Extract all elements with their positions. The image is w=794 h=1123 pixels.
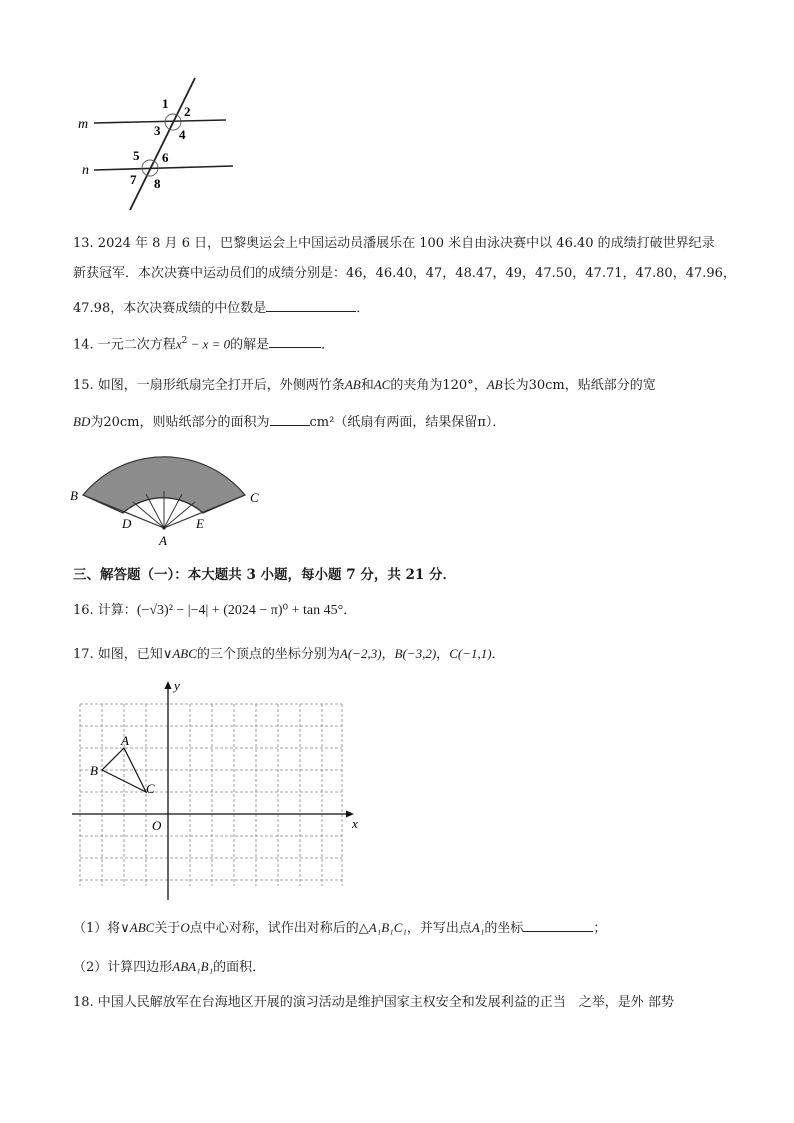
q17-coord-b: B(−3,2)	[394, 646, 437, 661]
q17-sub1-text-e: 的坐标	[484, 921, 524, 936]
fan-label-c: C	[250, 490, 259, 505]
fan-label-d: D	[122, 516, 132, 531]
q14-text: 14. 一元二次方程	[73, 337, 176, 353]
q17-sub2-text-b: 的面积．	[213, 960, 266, 975]
q17-sub1-text-b: 关于	[154, 921, 181, 936]
q17-sub1-answer-blank[interactable]	[523, 917, 593, 932]
grid-lines	[80, 704, 342, 886]
angle-4: 4	[179, 127, 186, 142]
q15-text-a: 15. 如图，一扇形纸扇完全打开后，外侧两竹条	[73, 378, 345, 393]
q14-eq-x: x	[175, 336, 182, 352]
q15-text-d: 长为	[502, 378, 529, 393]
q15-bd: BD	[73, 414, 91, 429]
q17-triangle: ∨ABC	[162, 646, 197, 661]
q15-angle: 120°	[442, 378, 474, 393]
q17-end: ．	[491, 647, 505, 662]
q17-coord-a: A(−2,3)	[339, 646, 382, 661]
label-n: n	[82, 163, 89, 178]
q17-sub1	[73, 917, 606, 938]
q15-ab: AB	[344, 377, 361, 392]
q15-answer-blank[interactable]	[270, 411, 310, 426]
q13-answer-blank[interactable]	[266, 297, 356, 312]
q17-text-a: 17. 如图，已知	[73, 647, 163, 662]
q15-line1	[73, 376, 656, 395]
angle-5: 5	[133, 148, 140, 163]
q14	[73, 332, 334, 354]
q15-text-f: 为	[90, 415, 104, 430]
q15-line2	[73, 411, 505, 432]
x-axis-label: x	[352, 816, 358, 831]
coordinate-grid-figure	[66, 672, 366, 907]
q17-sub1-triangle: ∨ABC	[120, 920, 155, 935]
rib	[146, 494, 164, 528]
angle-3: 3	[154, 123, 161, 138]
line-n	[94, 166, 233, 170]
q17-sub1-a1: A₁	[471, 920, 485, 935]
q17-coord-c: C(−1,1)	[449, 646, 492, 661]
q17-sub2	[73, 958, 265, 977]
fan-label-b: B	[70, 488, 78, 503]
angle-8: 8	[154, 176, 161, 191]
q15-text-b: 的夹角为	[390, 378, 443, 393]
rib	[164, 502, 195, 528]
pivot-a	[162, 526, 165, 529]
q15-unit: cm²	[309, 415, 335, 430]
angle-7: 7	[130, 172, 137, 187]
q15-text-e: ，贴纸部分的宽	[564, 378, 656, 393]
q15-text-i: ）．	[485, 415, 506, 430]
q13-end: ．	[356, 301, 370, 316]
q16-label: 16. 计算：	[73, 603, 137, 618]
q13-line2: 新获冠军．本次决赛中运动员们的成绩分别是：46，46.40，47，48.47，49，47.50，47.71，47.80，47.96，	[73, 266, 736, 281]
fan-figure	[64, 438, 274, 550]
q17	[73, 645, 505, 664]
section3-heading: 三、解答题（一）：本大题共 3 小题，每小题 7 分，共 21 分．	[73, 567, 457, 583]
q17-sub2-text-a: （2）计算四边形	[73, 960, 173, 975]
point-b-label: B	[90, 763, 98, 778]
q17-sub1-end: ；	[593, 921, 607, 936]
q15-text-h: （纸扇有两面，结果保留	[334, 415, 478, 430]
q17-text-b: 的三个顶点的坐标分别为	[196, 647, 340, 662]
q15-ab2: AB	[486, 377, 503, 392]
angle-6: 6	[162, 150, 169, 165]
q13-text: 47.98，本次决赛成绩的中位数是	[73, 301, 267, 316]
q17-sub1-text-d: ，并写出点	[406, 921, 472, 936]
q15-text-g: ，则贴纸部分的面积为	[139, 415, 270, 430]
q14-answer-blank[interactable]	[269, 333, 321, 348]
q13-line3	[73, 297, 369, 318]
fan-label-e: E	[196, 516, 204, 531]
q15-len: 30cm	[528, 378, 565, 393]
q17-sep: ，	[436, 647, 450, 662]
rib	[133, 502, 164, 528]
q14-eq-exp: 2	[181, 336, 188, 346]
y-axis-label: y	[174, 678, 180, 693]
q15-ac: AC	[373, 377, 391, 392]
q16-expression: (−√3)² − |−4| + (2024 − π)⁰ + tan 45°	[136, 603, 344, 618]
q14-end: ．	[321, 337, 335, 353]
y-axis-arrow	[165, 681, 172, 689]
q13-line1: 13. 2024 年 8 月 6 日，巴黎奥运会上中国运动员潘展乐在 100 米自由泳决赛中以 46.40 的成绩打破世界纪录	[73, 236, 715, 251]
angle-2: 2	[184, 104, 191, 119]
q17-sub2-quad: ABA₁B₁	[172, 959, 214, 974]
q18: 18. 中国人民解放军在台海地区开展的演习活动是维护国家主权安全和发展利益的正当 之举，是外 部势	[73, 995, 674, 1010]
angle-1: 1	[162, 96, 169, 111]
q15-len2: 20cm	[103, 415, 140, 430]
point-a-label: A	[121, 733, 129, 748]
q14-eq-rest: − x = 0	[187, 336, 231, 352]
q16	[73, 602, 356, 620]
origin-label: O	[152, 818, 162, 833]
q17-sep: ，	[381, 647, 395, 662]
q16-end: ．	[343, 603, 357, 618]
q17-sub1-text-c: 点中心对称，试作出对称后的	[189, 921, 359, 936]
q17-sub1-triangle2: △A₁B₁C₁	[358, 920, 407, 935]
parallel-lines-figure	[70, 72, 250, 217]
point-c-label: C	[146, 781, 155, 796]
q17-sub1-o: O	[180, 920, 190, 935]
q15-comma: ，	[473, 378, 487, 393]
q15-and: 和	[360, 378, 374, 393]
label-m: m	[78, 117, 89, 132]
q17-sub1-text-a: （1）将	[73, 921, 121, 936]
q15-pi: π	[477, 415, 486, 430]
fan-label-a: A	[159, 533, 167, 548]
q14-mid: 的解是	[230, 337, 270, 353]
